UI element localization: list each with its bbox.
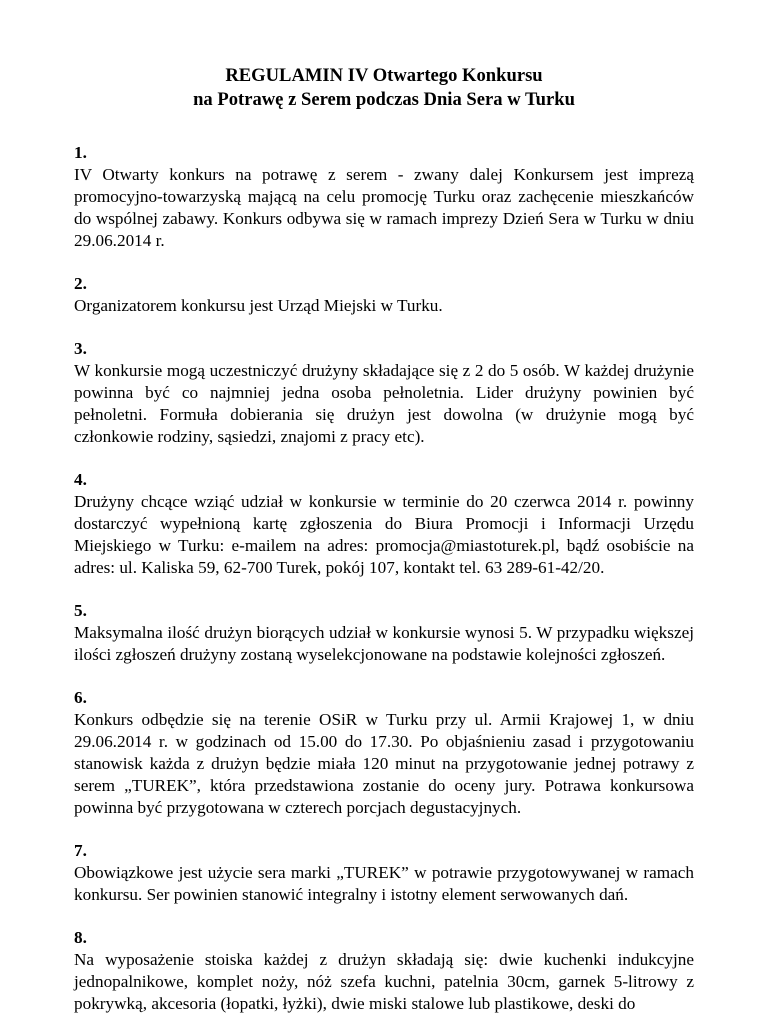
section-text: Drużyny chcące wziąć udział w konkursie w terminie do 20 czerwca 2014 r. powinny dostarczyć wypełnioną kartę zgłoszenia do Biura Promocji i Informacji Urzędu Miejskiego w Turku: e-mailem na adres: promocja@miastoturek.pl, bądź osobiście na adres: ul. Kaliska 59, 62-700 Turek, pokój 107, kontakt tel. 63 289-61-42/20. (74, 492, 694, 577)
section-number: 3. (74, 339, 87, 358)
section-text: Organizatorem konkursu jest Urząd Miejski w Turku. (74, 296, 443, 315)
section-number: 8. (74, 928, 87, 947)
section-number: 6. (74, 688, 87, 707)
section-number: 5. (74, 601, 87, 620)
section-text: Na wyposażenie stoiska każdej z drużyn składają się: dwie kuchenki indukcyjne jednopalnikowe, komplet noży, nóż szefa kuchni, patelnia 30cm, garnek 5-litrowy z pokrywką, akcesoria (łopatki, łyżki), dwie miski stalowe lub plastikowe, deski do (74, 950, 694, 1013)
section-8 (74, 927, 694, 1015)
section-text: Obowiązkowe jest użycie sera marki „TUREK” w potrawie przygotowywanej w ramach konkursu. Ser powinien stanowić integralny i istotny element serwowanych dań. (74, 863, 694, 904)
section-7 (74, 840, 694, 906)
document-title (74, 64, 694, 112)
section-text: IV Otwarty konkurs na potrawę z serem - zwany dalej Konkursem jest imprezą promocyjno-towarzyską mającą na celu promocję Turku oraz zachęcenie mieszkańców do wspólnej zabawy. Konkurs odbywa się w ramach imprezy Dzień Sera w Turku w dniu 29.06.2014 r. (74, 165, 694, 250)
section-6 (74, 687, 694, 819)
section-number: 2. (74, 274, 87, 293)
section-2 (74, 273, 694, 317)
section-1 (74, 142, 694, 252)
title-line-2: na Potrawę z Serem podczas Dnia Sera w Turku (193, 89, 575, 110)
section-4 (74, 469, 694, 579)
title-line-1: REGULAMIN IV Otwartego Konkursu (225, 65, 543, 86)
section-text: Konkurs odbędzie się na terenie OSiR w Turku przy ul. Armii Krajowej 1, w dniu 29.06.2014 r. w godzinach od 15.00 do 17.30. Po objaśnieniu zasad i przygotowaniu stanowisk każda z drużyn będzie miała 120 minut na przygotowanie jednej potrawy z serem „TUREK”, która przedstawiona zostanie do oceny jury. Potrawa konkursowa powinna być przygotowana w czterech porcjach degustacyjnych. (74, 710, 694, 817)
section-3 (74, 338, 694, 448)
section-number: 4. (74, 470, 87, 489)
section-text: W konkursie mogą uczestniczyć drużyny składające się z 2 do 5 osób. W każdej drużynie powinna być co najmniej jedna osoba pełnoletnia. Lider drużyny powinien być pełnoletni. Formuła dobierania się drużyn jest dowolna (w drużynie mogą być członkowie rodziny, sąsiedzi, znajomi z pracy etc). (74, 361, 694, 446)
section-5 (74, 600, 694, 666)
section-number: 7. (74, 841, 87, 860)
section-text: Maksymalna ilość drużyn biorących udział w konkursie wynosi 5. W przypadku większej ilości zgłoszeń drużyny zostaną wyselekcjonowane na podstawie kolejności zgłoszeń. (74, 623, 694, 664)
section-number: 1. (74, 143, 87, 162)
